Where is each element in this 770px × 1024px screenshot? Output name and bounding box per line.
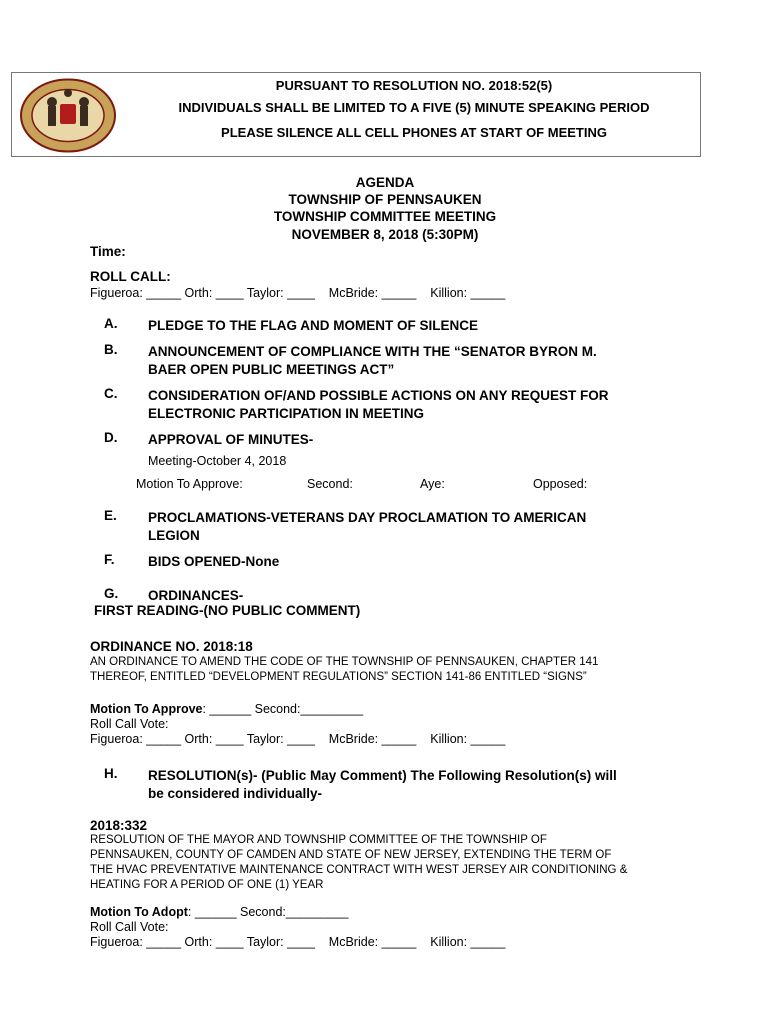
resolution-motion-rest: : ______ Second:_________ xyxy=(187,905,349,919)
item-g-letter: G. xyxy=(104,586,119,601)
item-h-line2: be considered individually- xyxy=(148,786,323,801)
meeting-date: NOVEMBER 8, 2018 (5:30PM) xyxy=(291,227,479,242)
item-b-letter: B. xyxy=(104,342,118,357)
ordinance-motion-label: Motion To Approve xyxy=(90,702,203,716)
resolution-title: 2018:332 xyxy=(90,818,148,833)
resolution-roll-line: Figueroa: _____ Orth: ____ Taylor: ____ McBride: _____ Killion: _____ xyxy=(90,935,506,949)
roll-call-heading: ROLL CALL: xyxy=(90,269,171,284)
item-c-line2: ELECTRONIC PARTICIPATION IN MEETING xyxy=(148,406,424,421)
item-h-line1: RESOLUTION(s)- (Public May Comment) The Following Resolution(s) will xyxy=(148,768,617,783)
minutes-second-label: Second: xyxy=(307,477,353,491)
ordinance-motion-rest: : ______ Second:_________ xyxy=(202,702,364,716)
roll-call-line: Figueroa: _____ Orth: ____ Taylor: ____ McBride: _____ Killion: _____ xyxy=(90,286,506,300)
resolution-motion xyxy=(90,905,348,919)
item-b-line1: ANNOUNCEMENT OF COMPLIANCE WITH THE “SENATOR BYRON M. xyxy=(148,344,597,359)
notice-cell-phones: PLEASE SILENCE ALL CELL PHONES AT START OF MEETING xyxy=(221,125,607,140)
time-label: Time: xyxy=(90,244,126,259)
item-e-line1: PROCLAMATIONS-VETERANS DAY PROCLAMATION TO AMERICAN xyxy=(148,510,587,525)
resolution-desc-line1: RESOLUTION OF THE MAYOR AND TOWNSHIP COMMITTEE OF THE TOWNSHIP OF xyxy=(90,834,547,846)
item-f-letter: F. xyxy=(104,552,115,567)
item-b-line2: BAER OPEN PUBLIC MEETINGS ACT” xyxy=(148,362,395,377)
item-a-letter: A. xyxy=(104,316,118,331)
item-e-letter: E. xyxy=(104,508,117,523)
item-d-letter: D. xyxy=(104,430,118,445)
item-g-text: ORDINANCES- xyxy=(148,588,244,603)
resolution-desc-line2: PENNSAUKEN, COUNTY OF CAMDEN AND STATE OF NEW JERSEY, EXTENDING THE TERM OF xyxy=(90,849,612,861)
minutes-motion-label: Motion To Approve: xyxy=(136,477,243,491)
resolution-roll-vote: Roll Call Vote: xyxy=(90,920,169,934)
resolution-motion-label: Motion To Adopt xyxy=(90,905,188,919)
item-c-line1: CONSIDERATION OF/AND POSSIBLE ACTIONS ON ANY REQUEST FOR xyxy=(148,388,609,403)
township-seal-icon xyxy=(19,78,117,153)
minutes-aye-label: Aye: xyxy=(420,477,445,491)
ordinance-desc-line1: AN ORDINANCE TO AMEND THE CODE OF THE TOWNSHIP OF PENNSAUKEN, CHAPTER 141 xyxy=(90,656,599,668)
ordinance-motion xyxy=(90,702,363,716)
ordinance-roll-vote: Roll Call Vote: xyxy=(90,717,169,731)
ordinance-roll-line: Figueroa: _____ Orth: ____ Taylor: ____ McBride: _____ Killion: _____ xyxy=(90,732,506,746)
resolution-desc-line3: THE HVAC PREVENTATIVE MAINTENANCE CONTRACT WITH WEST JERSEY AIR CONDITIONING & xyxy=(90,864,628,876)
item-f-text: BIDS OPENED-None xyxy=(148,554,280,569)
meeting-name: TOWNSHIP COMMITTEE MEETING xyxy=(273,209,497,224)
notice-speaking-limit: INDIVIDUALS SHALL BE LIMITED TO A FIVE (5) MINUTE SPEAKING PERIOD xyxy=(178,100,650,115)
first-reading-heading: FIRST READING-(NO PUBLIC COMMENT) xyxy=(94,603,361,618)
township-name: TOWNSHIP OF PENNSAUKEN xyxy=(288,192,482,207)
item-c-letter: C. xyxy=(104,386,118,401)
ordinance-title: ORDINANCE NO. 2018:18 xyxy=(90,639,253,654)
minutes-opposed-label: Opposed: xyxy=(533,477,588,491)
item-a-text: PLEDGE TO THE FLAG AND MOMENT OF SILENCE xyxy=(148,318,479,333)
minutes-meeting-date: Meeting-October 4, 2018 xyxy=(148,454,287,468)
item-h-letter: H. xyxy=(104,766,118,781)
agenda-title: AGENDA xyxy=(355,175,415,190)
ordinance-desc-line2: THEREOF, ENTITLED “DEVELOPMENT REGULATIONS” SECTION 141-86 ENTITLED “SIGNS” xyxy=(90,671,587,683)
item-e-line2: LEGION xyxy=(148,528,200,543)
resolution-desc-line4: HEATING FOR A PERIOD OF ONE (1) YEAR xyxy=(90,879,324,891)
notice-resolution: PURSUANT TO RESOLUTION NO. 2018:52(5) xyxy=(275,78,553,93)
item-d-text: APPROVAL OF MINUTES- xyxy=(148,432,314,447)
